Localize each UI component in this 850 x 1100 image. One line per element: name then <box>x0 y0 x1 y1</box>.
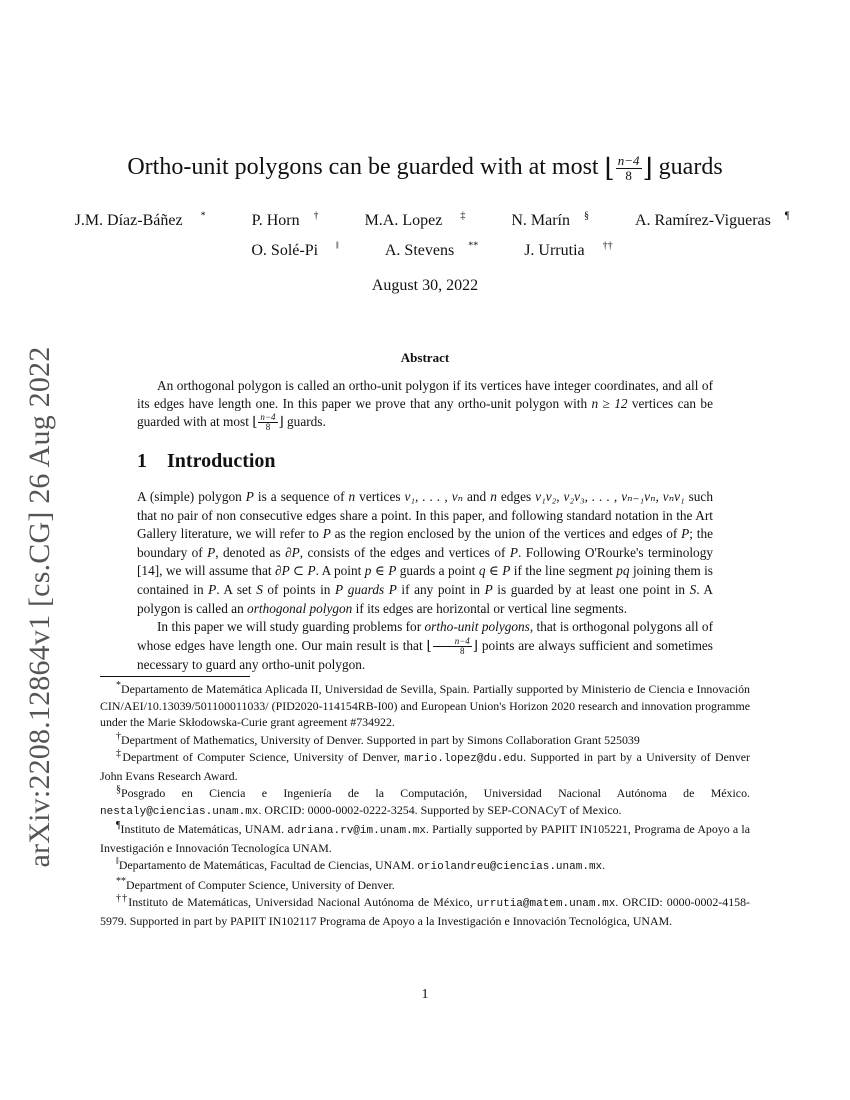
footnote-7: **Department of Computer Science, University of Denver. <box>116 875 395 892</box>
abstract-heading: Abstract <box>400 350 450 365</box>
footnote-5: ¶Instituto de Matemáticas, UNAM. adriana.rv@im.unam.mx. Partially supported by PAPIIT IN105221, Programa de Apoyo a la Investigación e Innovación Tecnologíca UNAM. <box>100 820 750 855</box>
authors-row-2 <box>0 242 850 260</box>
footnote-3: ‡Department of Computer Science, University of Denver, mario.lopez@du.edu. Supported in part by a University of Denver John Evans Research Award. <box>100 748 751 783</box>
intro-fraction: $\frac{n-4}{8}$ <box>433 637 472 656</box>
authors-row-1 <box>0 212 850 230</box>
title-frac-den: 8 <box>625 167 632 183</box>
floor-right: ⌋ <box>642 153 653 183</box>
title-text-after: guards <box>652 154 723 180</box>
author: N. Marín § <box>511 210 589 229</box>
author: M.A. Lopez ‡ <box>364 210 466 229</box>
email-link[interactable]: adriana.rv@im.unam.mx <box>287 825 426 837</box>
abstract-body: An orthogonal polygon is called an ortho-unit polygon if its vertices have integer coordinates, and all of its edges have length one. In this paper we prove that any ortho-unit polygon with n ≥ 12 vertices can be guarded with at most ⌊ $\frac{n-4}{8}$ ⌋ guards. <box>137 378 713 433</box>
author: O. Solé-Pi ‖ <box>251 240 339 259</box>
paper-title <box>0 150 850 185</box>
footnote-2: †Department of Mathematics, University of Denver. Supported in part by Simons Collaboration Grant 525039 <box>116 730 640 747</box>
email-link[interactable]: nestaly@ciencias.unam.mx <box>100 805 259 818</box>
author: P. Horn † <box>251 210 319 229</box>
title-fraction <box>616 154 642 183</box>
title-frac-num: n−4 <box>617 152 640 168</box>
page-number: 1 <box>421 987 429 1002</box>
intro-paragraph-1: A (simple) polygon P is a sequence of n vertices v₁, . . . , vₙ and n edges v₁v₂, v₂v₃, . . . , vₙ₋₁vₙ, vₙv₁ such that no pair of non consecutive edges share a point. In this paper, and following standard notation in the Art Gallery literature, we will refer to P as the region enclosed by the union of the vertices and edges of P; the boundary of P, denoted as ∂P, consists of the edges and vertices of P. Following O'Rourke's terminology [14], we will assume that ∂P ⊂ P. A point p ∈ P guards a point q ∈ P if the line segment pq joining them is contained in P. A set S of points in P guards P if any point in P is guarded by at least one point in S. A polygon is called an orthogonal polygon if its edges are horizontal or vertical line segments. <box>137 489 714 616</box>
footnote-8: ††Instituto de Matemáticas, Universidad Nacional Autónoma de México, urrutia@matem.unam.mx. ORCID: 0000-0002-4158-5979. Supported in part by PAPIIT IN102117 Programa de Apoyo a la Investigación e Innovación Tecnológica, UNAM. <box>100 893 750 928</box>
abstract-fraction: $\frac{n-4}{8}$ <box>260 412 276 433</box>
footnote-1: *Departamento de Matemática Aplicada II, Universidad de Sevilla, Spain. Partially supported by Ministerio de Ciencia e Innovación CIN/AEI/10.13039/501100011033/ (PID2020-114154RB-I00) and European Union's Horizon 2020 research and innovation programme under the Marie Skłodowska-Curie grant agreement #734922. <box>100 680 750 729</box>
email-link[interactable]: mario.lopez@du.edu <box>404 753 524 765</box>
author: J. Urrutia †† <box>524 240 613 259</box>
author: A. Stevens ** <box>384 240 479 259</box>
intro-paragraph-2: In this paper we will study guarding problems for ortho-unit polygons, that is orthogonal polygons all of whose edges have length one. Our main result is that ⌊ $\frac{n-4}{8}$ ⌋ points are always sufficient and sometimes necessary to guard any ortho-unit polygon. <box>137 619 713 673</box>
author: A. Ramírez-Vigueras ¶ <box>635 210 790 229</box>
footnote-4: §Posgrado en Ciencia e Ingeniería de la Computación, Universidad Nacional Autónoma de México. nestaly@ciencias.unam.mx. ORCID: 0000-0002-0222-3254. Supported by SEP-CONACyT of Mexico. <box>100 784 750 818</box>
title-text-before: Ortho-unit polygons can be guarded with at most <box>127 154 605 180</box>
introduction-body <box>137 488 713 675</box>
paper-date: August 30, 2022 <box>371 277 479 294</box>
footnote-rule <box>100 676 250 677</box>
section-heading-introduction: 1 Introduction <box>137 450 276 472</box>
email-link[interactable]: oriolandreu@ciencias.unam.mx <box>417 861 603 873</box>
footnote-6: ‖Departamento de Matemáticas, Facultad de Ciencias, UNAM. oriolandreu@ciencias.unam.mx. <box>116 856 606 873</box>
floor-left: ⌊ <box>604 153 615 183</box>
arxiv-sidebar-stamp: arXiv:2208.12864v1 [cs.CG] 26 Aug 2022 <box>23 346 56 868</box>
email-link[interactable]: urrutia@matem.unam.mx <box>476 898 616 910</box>
author: J.M. Díaz-Báñez * <box>74 210 206 229</box>
footnotes <box>100 681 750 930</box>
